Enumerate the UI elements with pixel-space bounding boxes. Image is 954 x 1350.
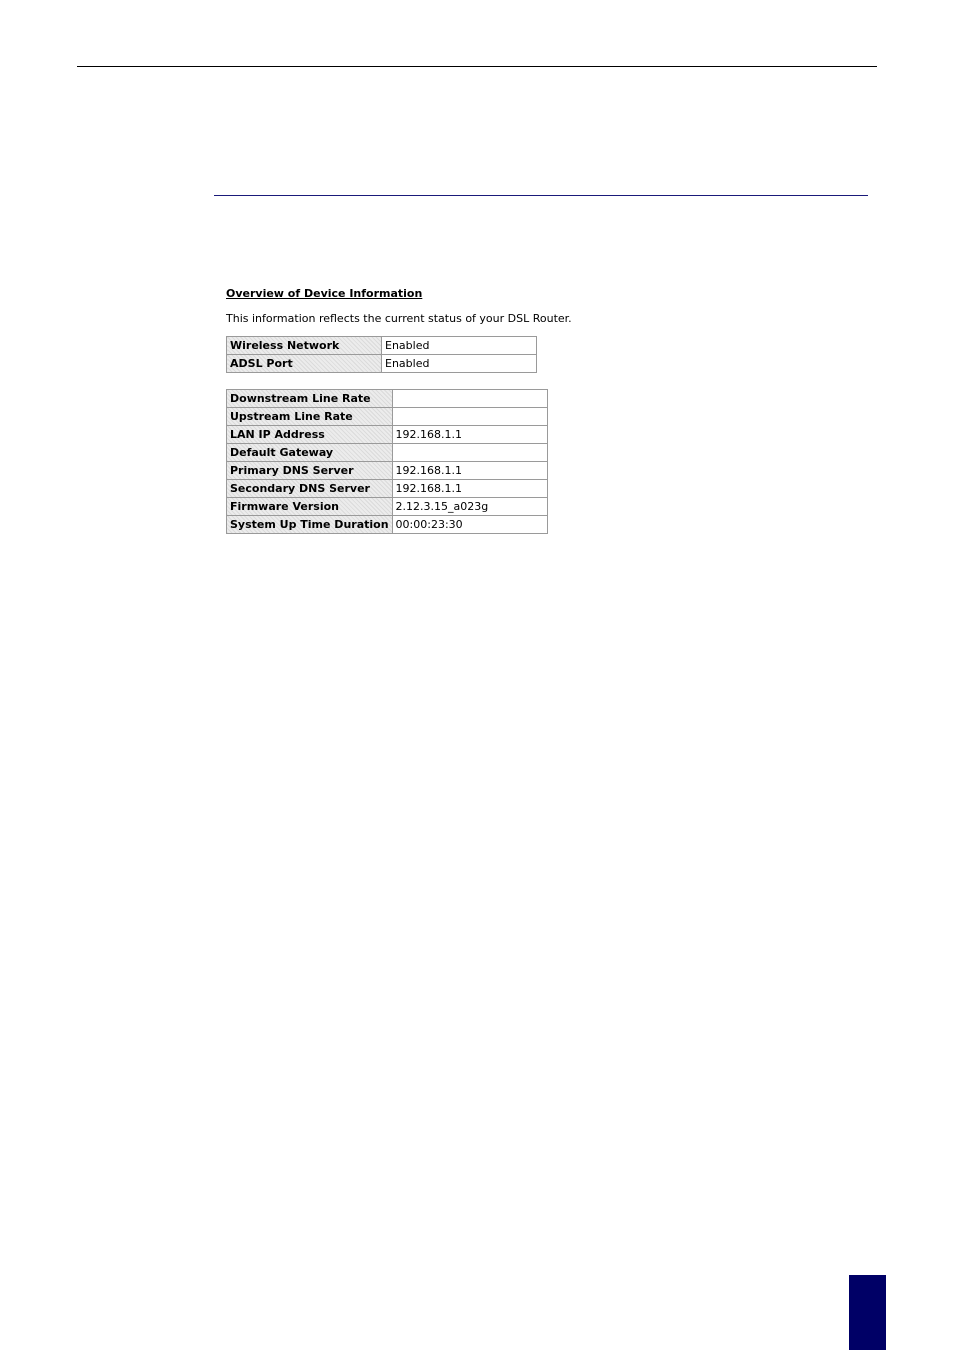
system-up-time-value: 00:00:23:30 <box>392 516 547 534</box>
wireless-network-value: Enabled <box>382 337 537 355</box>
wireless-network-label: Wireless Network <box>227 337 382 355</box>
downstream-line-rate-label: Downstream Line Rate <box>227 390 393 408</box>
firmware-version-value: 2.12.3.15_a023g <box>392 498 547 516</box>
table-row <box>227 444 548 462</box>
default-gateway-label: Default Gateway <box>227 444 393 462</box>
overview-description: This information reflects the current status of your DSL Router. <box>226 312 572 325</box>
overview-title: Overview of Device Information <box>226 287 423 300</box>
upstream-line-rate-value <box>392 408 547 426</box>
table-row <box>227 355 537 373</box>
firmware-version-label: Firmware Version <box>227 498 393 516</box>
secondary-dns-server-value: 192.168.1.1 <box>392 480 547 498</box>
table-row <box>227 498 548 516</box>
table-row <box>227 426 548 444</box>
table-row <box>227 337 537 355</box>
primary-dns-server-value: 192.168.1.1 <box>392 462 547 480</box>
downstream-line-rate-value <box>392 390 547 408</box>
table-row <box>227 390 548 408</box>
table-row <box>227 408 548 426</box>
status-table <box>226 336 537 373</box>
page-edge-tab <box>849 1275 886 1350</box>
secondary-dns-server-label: Secondary DNS Server <box>227 480 393 498</box>
table-row <box>227 462 548 480</box>
lan-ip-address-label: LAN IP Address <box>227 426 393 444</box>
page-header-rule <box>77 66 877 67</box>
system-up-time-label: System Up Time Duration <box>227 516 393 534</box>
device-details-table <box>226 389 548 534</box>
adsl-port-value: Enabled <box>382 355 537 373</box>
table-row <box>227 516 548 534</box>
default-gateway-value <box>392 444 547 462</box>
adsl-port-label: ADSL Port <box>227 355 382 373</box>
table-row <box>227 480 548 498</box>
upstream-line-rate-label: Upstream Line Rate <box>227 408 393 426</box>
section-divider <box>214 195 868 196</box>
lan-ip-address-value: 192.168.1.1 <box>392 426 547 444</box>
primary-dns-server-label: Primary DNS Server <box>227 462 393 480</box>
